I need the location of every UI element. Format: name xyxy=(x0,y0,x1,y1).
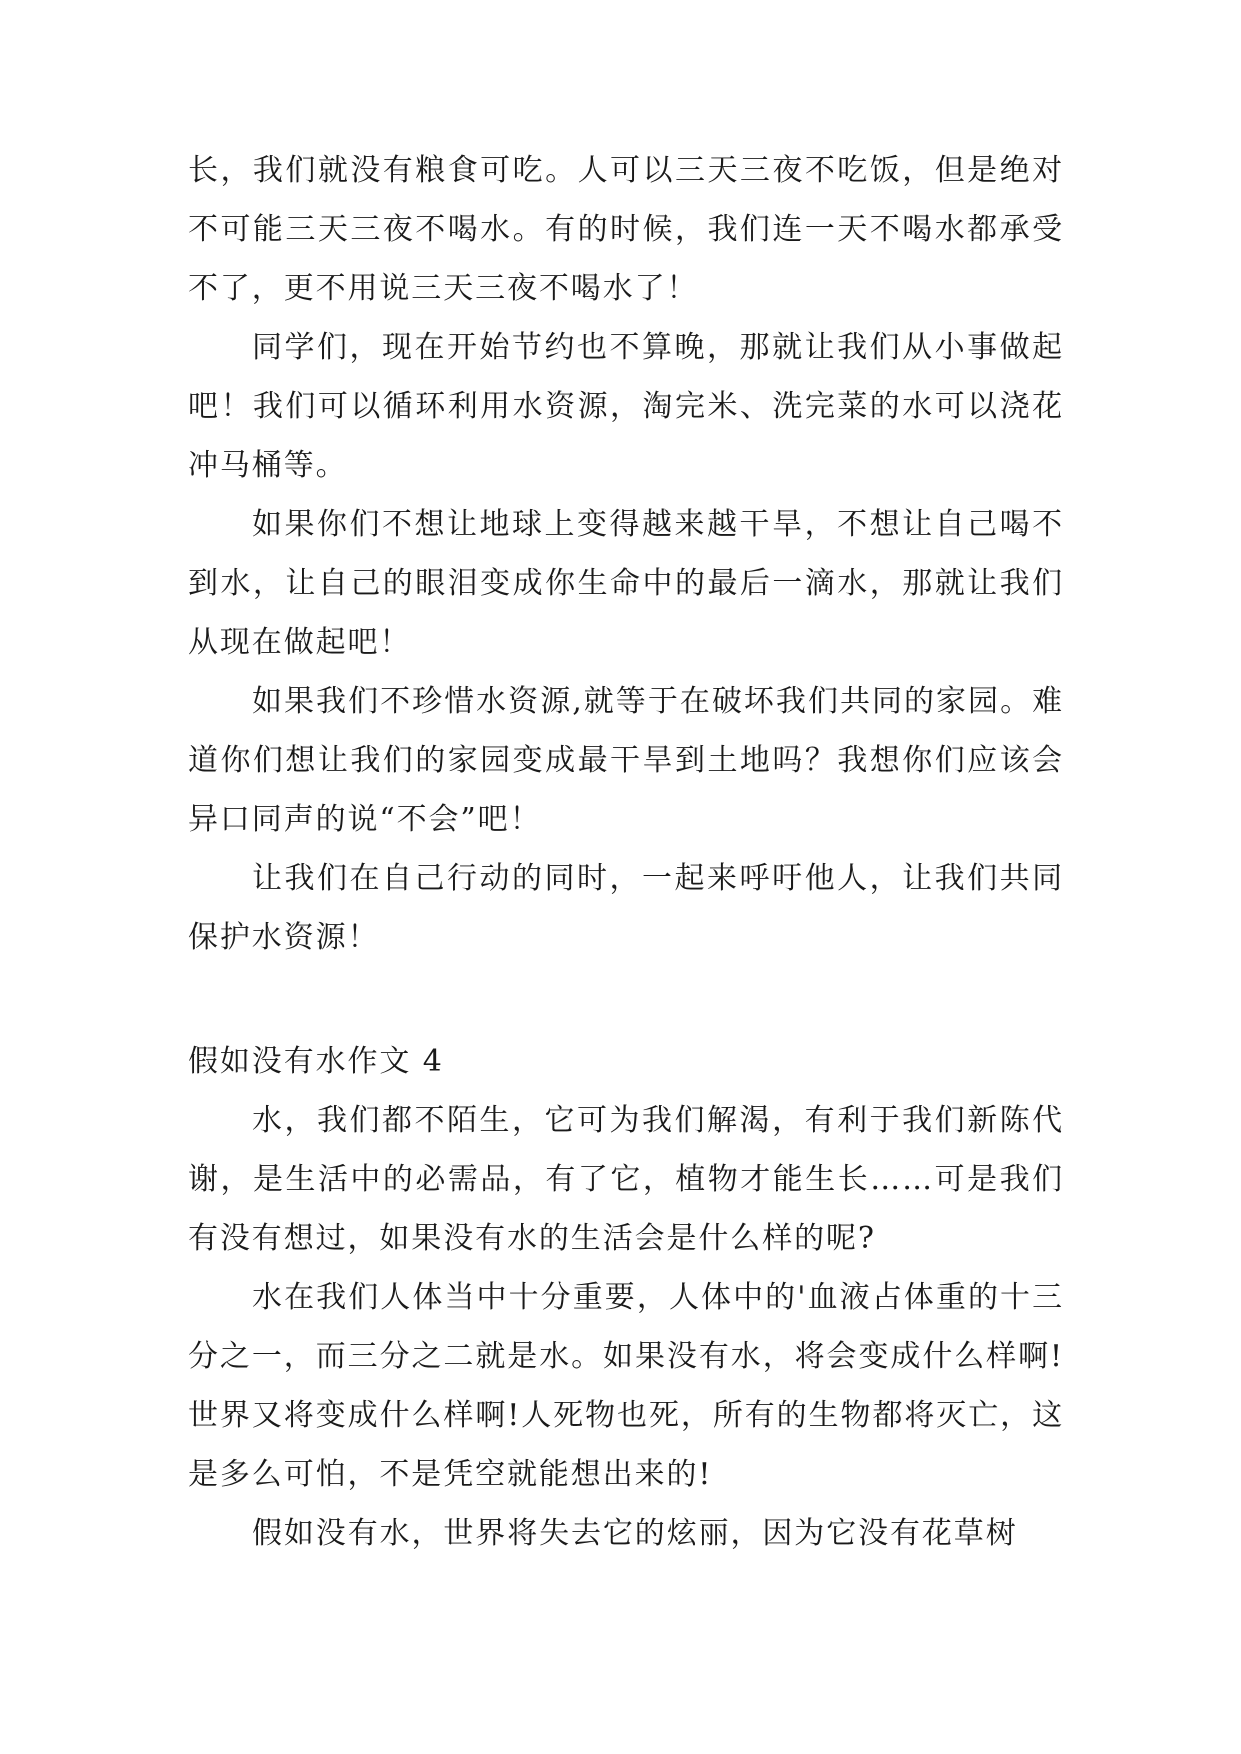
essay-section-top xyxy=(188,141,1064,967)
paragraph-water-in-body: 水在我们人体当中十分重要，人体中的'血液占体重的十三分之一，而三分之二就是水。如果没有水，将会变成什么样啊!世界又将变成什么样啊!人死物也死，所有的生物都将灭亡，这是多么可怕，不是凭空就能想出来的! xyxy=(188,1280,1064,1492)
paragraph-start-small-things: 同学们，现在开始节约也不算晚，那就让我们从小事做起吧！我们可以循环利用水资源，淘完米、洗完菜的水可以浇花冲马桶等。 xyxy=(188,330,1064,483)
paragraph-shared-home: 如果我们不珍惜水资源,就等于在破坏我们共同的家园。难道你们想让我们的家园变成最干旱到土地吗？我想你们应该会异口同声的说“不会”吧！ xyxy=(188,684,1064,837)
essay-section-4 xyxy=(188,1032,1064,1563)
essay-title: 假如没有水作文 4 xyxy=(188,1044,444,1079)
paragraph-world-without-water: 假如没有水，世界将失去它的炫丽，因为它没有花草树 xyxy=(252,1516,1018,1551)
paragraph-call-to-action: 让我们在自己行动的同时，一起来呼吁他人，让我们共同保护水资源！ xyxy=(188,861,1064,955)
paragraph-water-intro: 水，我们都不陌生，它可为我们解渴，有利于我们新陈代谢，是生活中的必需品，有了它，植物才能生长……可是我们有没有想过，如果没有水的生活会是什么样的呢? xyxy=(188,1103,1064,1256)
paragraph-last-drop: 如果你们不想让地球上变得越来越干旱，不想让自己喝不到水，让自己的眼泪变成你生命中的最后一滴水，那就让我们从现在做起吧！ xyxy=(188,507,1064,660)
paragraph-continuation: 长，我们就没有粮食可吃。人可以三天三夜不吃饭，但是绝对不可能三天三夜不喝水。有的时候，我们连一天不喝水都承受不了，更不用说三天三夜不喝水了！ xyxy=(188,153,1064,306)
